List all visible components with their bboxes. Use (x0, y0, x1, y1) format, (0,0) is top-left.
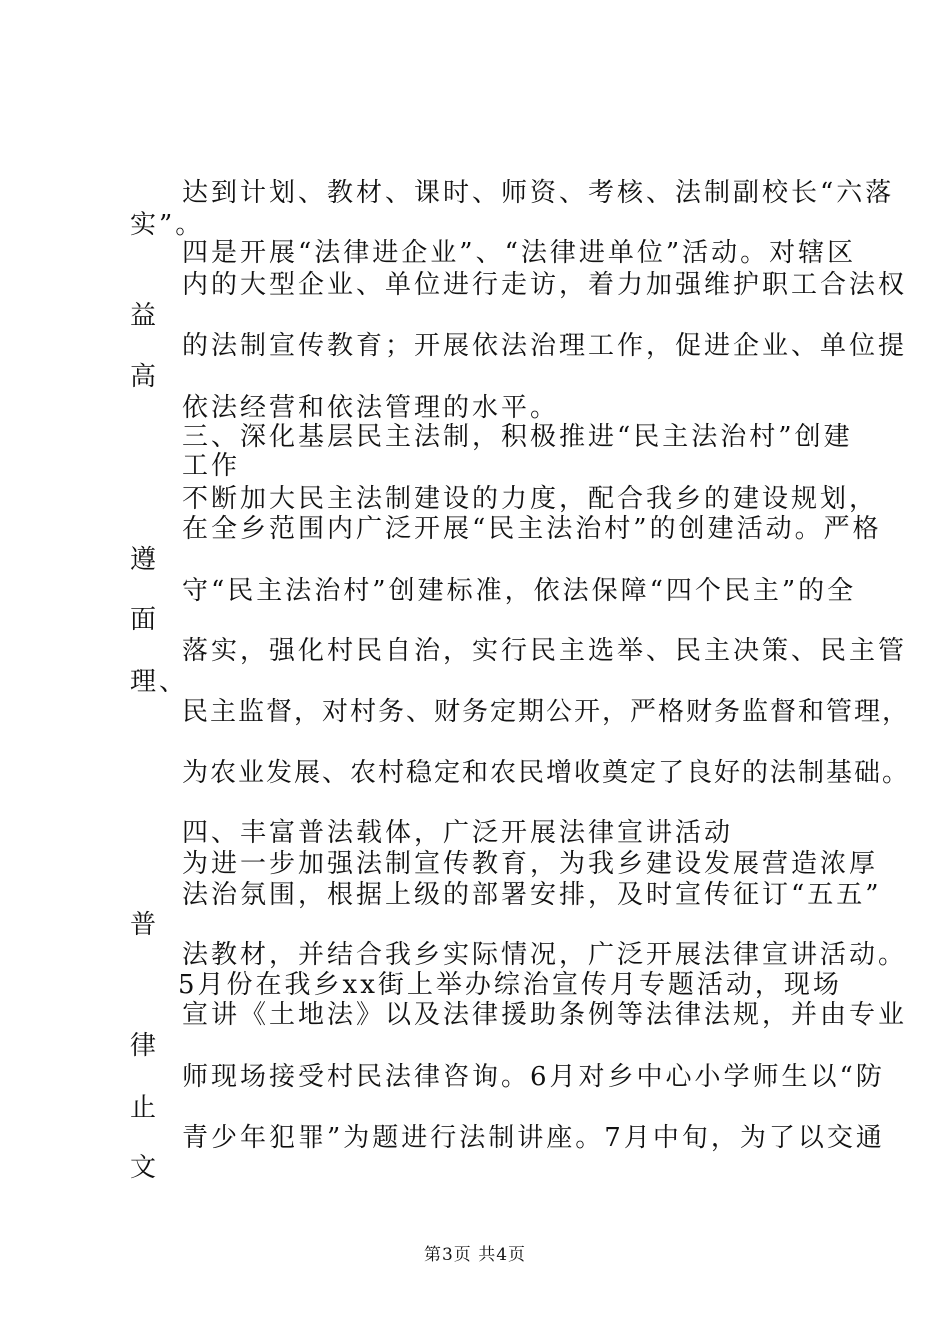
text-line: 高 (130, 362, 160, 392)
text-line: 宣讲《土地法》以及法律援助条例等法律法规，并由专业 (182, 1000, 908, 1030)
text-line: 5月份在我乡xx街上举办综治宣传月专题活动，现场 (178, 970, 842, 1000)
text-line: 不断加大民主法制建设的力度，配合我乡的建设规划， (182, 484, 879, 514)
text-line: 四是开展“法律进企业”、“法律进单位”活动。对辖区 (182, 238, 857, 268)
text-line: 理、 (130, 667, 189, 697)
text-line: 律 (130, 1031, 160, 1061)
text-line: 依法经营和依法管理的水平。 (182, 393, 560, 423)
text-line: 普 (130, 910, 160, 940)
text-line: 法教材，并结合我乡实际情况，广泛开展法律宣讲活动。 (182, 940, 908, 970)
text-line: 实”。 (130, 210, 205, 240)
section-heading-continued: 工作 (182, 451, 241, 481)
text-line: 为农业发展、农村稳定和农民增收奠定了良好的法制基础。 (182, 758, 911, 788)
text-line: 落实，强化村民自治，实行民主选举、民主决策、民主管 (182, 636, 908, 666)
text-line: 为进一步加强法制宣传教育，为我乡建设发展营造浓厚 (182, 849, 879, 879)
text-line: 民主监督，对村务、财务定期公开，严格财务监督和管理， (182, 697, 911, 727)
text-line: 遵 (130, 545, 160, 575)
text-line: 止 (130, 1093, 160, 1123)
section-heading: 四、丰富普法载体，广泛开展法律宣讲活动 (182, 818, 734, 848)
text-line: 面 (130, 605, 160, 635)
text-line: 内的大型企业、单位进行走访，着力加强维护职工合法权 (182, 270, 908, 300)
text-line: 文 (130, 1153, 160, 1183)
text-line: 守“民主法治村”创建标准，依法保障“四个民主”的全 (182, 576, 857, 606)
text-line: 的法制宣传教育；开展依法治理工作，促进企业、单位提 (182, 331, 908, 361)
text-line: 在全乡范围内广泛开展“民主法治村”的创建活动。严格 (182, 514, 882, 544)
text-line: 法治氛围，根据上级的部署安排，及时宣传征订“五五” (182, 880, 882, 910)
text-line: 师现场接受村民法律咨询。6月对乡中心小学师生以“防 (182, 1062, 885, 1092)
text-line: 益 (130, 301, 160, 331)
text-line: 达到计划、教材、课时、师资、考核、法制副校长“六落 (182, 178, 895, 208)
section-heading: 三、深化基层民主法制，积极推进“民主法治村”创建 (182, 422, 853, 452)
text-line: 青少年犯罪”为题进行法制讲座。7月中旬，为了以交通 (182, 1123, 885, 1153)
page-number: 第3页 共4页 (423, 1245, 527, 1265)
